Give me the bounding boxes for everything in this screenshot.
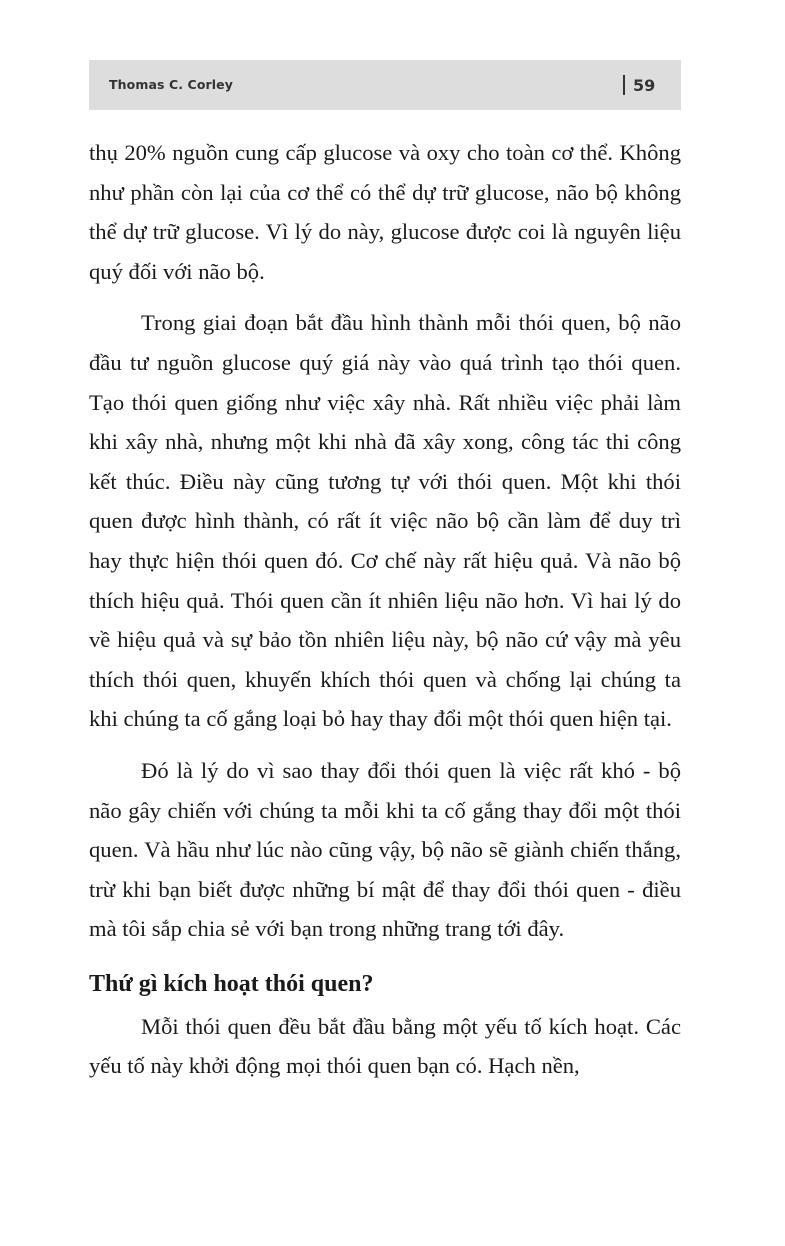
page-number: 59 — [633, 76, 656, 95]
paragraph-triggers: Mỗi thói quen đều bắt đầu bằng một yếu tố kích hoạt. Các yếu tố này khởi động mọi thói quen bạn có. Hạch nền, — [89, 1013, 681, 1079]
section-heading: Thứ gì kích hoạt thói quen? — [89, 970, 374, 997]
page-body — [89, 133, 681, 1086]
paragraph-habit-formation: Trong giai đoạn bắt đầu hình thành mỗi thói quen, bộ não đầu tư nguồn glucose quý giá này vào quá trình tạo thói quen. Tạo thói quen giống như việc xây nhà. Rất nhiều việc phải làm khi xây nhà, nhưng một khi nhà đã xây xong, công tác thi công kết thúc. Điều này cũng tương tự với thói quen. Một khi thói quen được hình thành, có rất ít việc não bộ cần làm để duy trì hay thực hiện thói quen đó. Cơ chế này rất hiệu quả. Và não bộ thích hiệu quả. Thói quen cần ít nhiên liệu não hơn. Vì hai lý do về hiệu quả và sự bảo tồn nhiên liệu này, bộ não cứ vậy mà yêu thích thói quen, khuyến khích thói quen và chống lại chúng ta khi chúng ta cố gắng loại bỏ hay thay đổi một thói quen hiện tại. — [89, 310, 681, 732]
paragraph-why-hard: Đó là lý do vì sao thay đổi thói quen là việc rất khó - bộ não gây chiến với chúng ta mỗi khi ta cố gắng thay đổi một thói quen. Và hầu như lúc nào cũng vậy, bộ não sẽ giành chiến thắng, trừ khi bạn biết được những bí mật để thay đổi thói quen - điều mà tôi sắp chia sẻ với bạn trong những trang tới đây. — [89, 757, 681, 942]
header-author: Thomas C. Corley — [109, 77, 233, 92]
paragraph-continued: thụ 20% nguồn cung cấp glucose và oxy cho toàn cơ thể. Không như phần còn lại của cơ thể có thể dự trữ glucose, não bộ không thể dự trữ glucose. Vì lý do này, glucose được coi là nguyên liệu quý đối với não bộ. — [89, 140, 681, 284]
header-divider — [623, 75, 625, 95]
running-header — [89, 60, 681, 110]
